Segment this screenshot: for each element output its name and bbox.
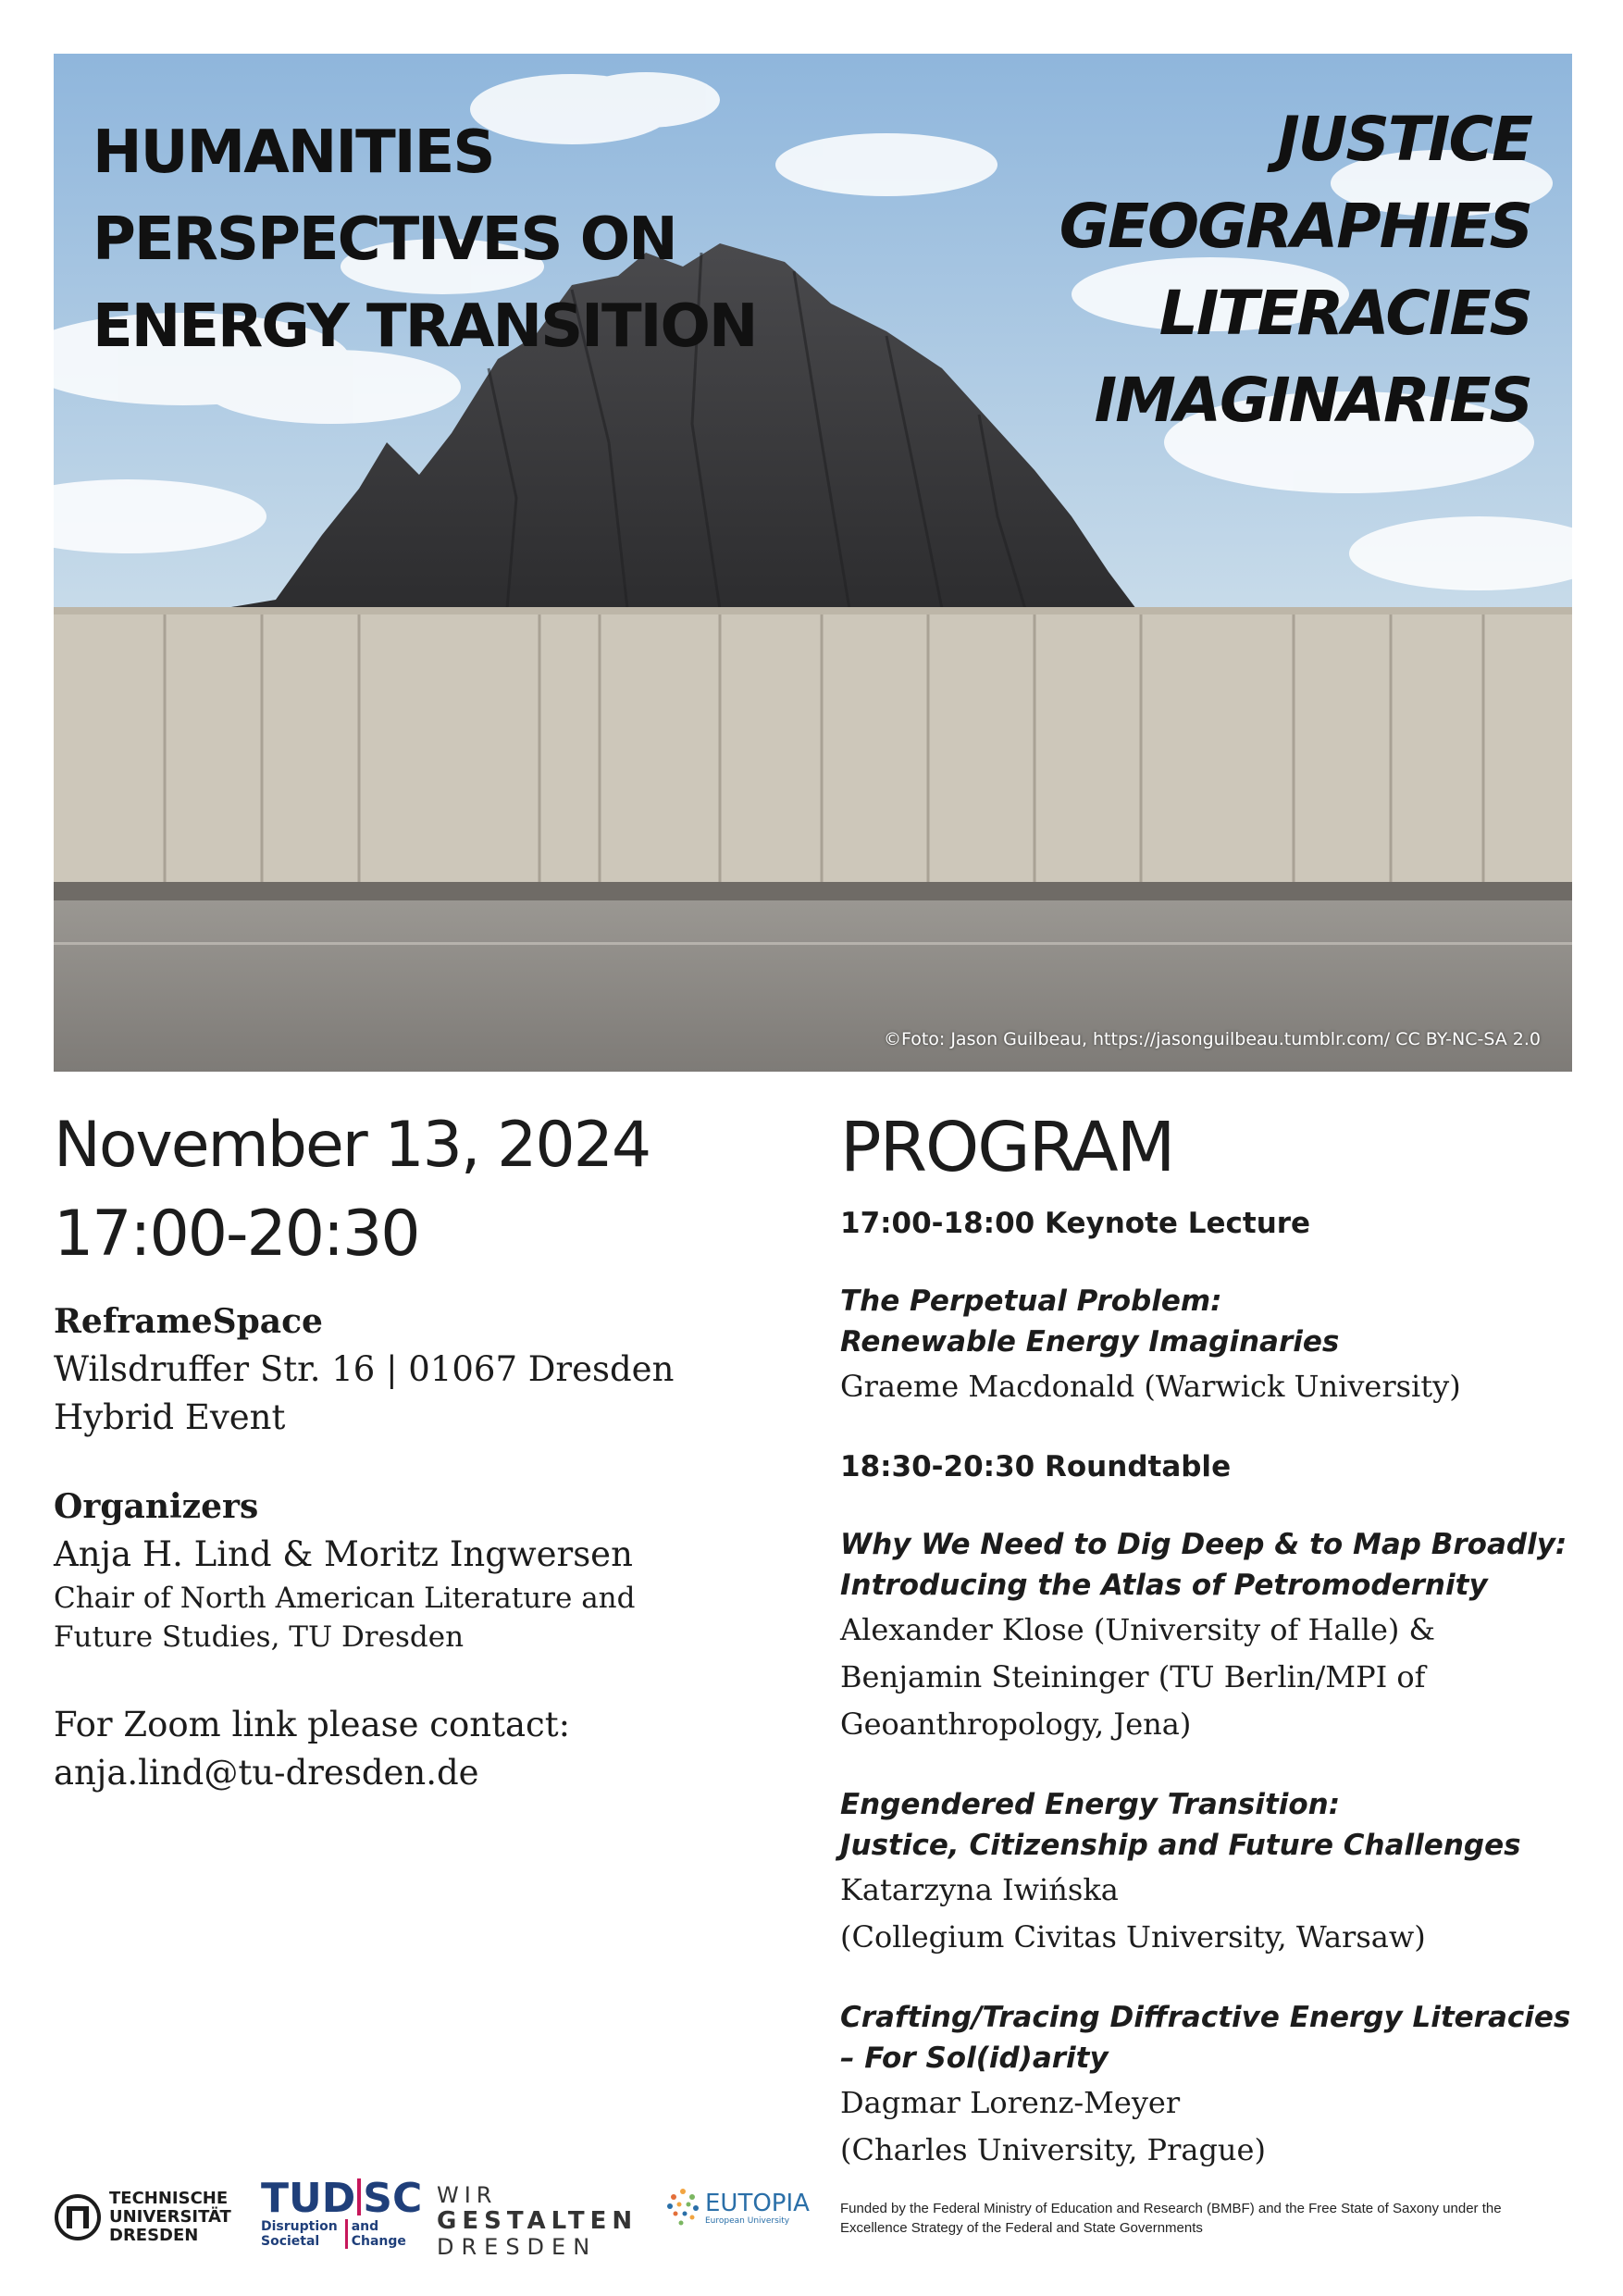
theme-item: GEOGRAPHIES bbox=[1059, 191, 1531, 262]
organizer-affiliation: Future Studies, TU Dresden bbox=[54, 1620, 465, 1654]
talk-title: The Perpetual Problem: bbox=[840, 1285, 1222, 1318]
theme-item: JUSTICE bbox=[1277, 104, 1531, 175]
keynote-slot: 17:00-18:00 Keynote Lecture bbox=[840, 1207, 1311, 1240]
program-talk bbox=[840, 1524, 1580, 1747]
talk-title: Why We Need to Dig Deep & to Map Broadly: bbox=[840, 1528, 1567, 1561]
hero-photo bbox=[54, 54, 1572, 1072]
event-details bbox=[54, 1101, 775, 1797]
talk-speaker: Graeme Macdonald (Warwick University) bbox=[840, 1369, 1461, 1404]
talk-speaker: Benjamin Steininger (TU Berlin/MPI of bbox=[840, 1659, 1426, 1694]
curb bbox=[54, 882, 1572, 900]
talk-speaker: Katarzyna Iwińska bbox=[840, 1872, 1119, 1907]
organizers-heading: Organizers bbox=[54, 1487, 259, 1526]
tu-dresden-logo bbox=[54, 2190, 231, 2245]
organizer-affiliation: Chair of North American Literature and bbox=[54, 1582, 636, 1615]
tudisc-sub-line: Change bbox=[351, 2234, 406, 2249]
talk-speaker: Dagmar Lorenz-Meyer bbox=[840, 2085, 1181, 2120]
organizer-names: Anja H. Lind & Moritz Ingwersen bbox=[54, 1534, 633, 1574]
talk-speaker: (Charles University, Prague) bbox=[840, 2132, 1266, 2167]
funding-note: Funded by the Federal Ministry of Education and Research (BMBF) and the Free State of Saxony under the Excellence Strategy of the Federal and State Governments bbox=[840, 2201, 1502, 2236]
theme-item: LITERACIES bbox=[1158, 278, 1531, 349]
tudisc-divider-icon bbox=[357, 2178, 361, 2215]
talk-title: Crafting/Tracing Diffractive Energy Literacies bbox=[840, 2001, 1571, 2034]
tudisc-sub-line: Societal bbox=[261, 2234, 320, 2249]
theme-item: IMAGINARIES bbox=[1094, 365, 1531, 436]
program-heading: PROGRAM bbox=[840, 1108, 1174, 1187]
contact-email-link[interactable]: anja.lind@tu-dresden.de bbox=[54, 1753, 479, 1793]
tu-logo-line: UNIVERSITÄT bbox=[109, 2207, 231, 2227]
program-talk bbox=[840, 1281, 1580, 1409]
zoom-contact-label: For Zoom link please contact: bbox=[54, 1705, 571, 1744]
talk-title: Engendered Energy Transition: bbox=[840, 1788, 1341, 1821]
event-title-line: ENERGY TRANSITION bbox=[93, 292, 757, 361]
event-date: November 13, 2024 bbox=[54, 1109, 650, 1182]
talk-title: Introducing the Atlas of Petromodernity bbox=[840, 1569, 1488, 1602]
program-talk bbox=[840, 1997, 1580, 2173]
venue-name: ReframeSpace bbox=[54, 1302, 323, 1341]
wir-logo-line: DRESDEN bbox=[437, 2234, 598, 2260]
eutopia-logo bbox=[664, 2186, 810, 2230]
program bbox=[840, 1101, 1580, 2173]
talk-title: Justice, Citizenship and Future Challenges bbox=[840, 1829, 1521, 1862]
tudisc-sub-line: and bbox=[351, 2219, 379, 2234]
event-title-line: PERSPECTIVES ON bbox=[93, 205, 676, 274]
program-talk bbox=[840, 1784, 1580, 1960]
talk-speaker: (Collegium Civitas University, Warsaw) bbox=[840, 1919, 1426, 1955]
wir-gestalten-dresden-logo bbox=[437, 2182, 638, 2260]
tudisc-main-right: SC bbox=[363, 2175, 423, 2222]
theme-list bbox=[1059, 96, 1531, 444]
event-time: 17:00-20:30 bbox=[54, 1198, 419, 1271]
photo-credit: ©Foto: Jason Guilbeau, https://jasonguilbeau.tumblr.com/ CC BY-NC-SA 2.0 bbox=[883, 1029, 1541, 1049]
tu-dresden-emblem-icon bbox=[54, 2193, 102, 2241]
eutopia-dots-icon bbox=[664, 2186, 701, 2230]
event-format: Hybrid Event bbox=[54, 1397, 286, 1437]
venue-address: Wilsdruffer Str. 16 | 01067 Dresden bbox=[54, 1349, 675, 1389]
footer bbox=[54, 2166, 1571, 2267]
talk-speaker: Alexander Klose (University of Halle) & bbox=[840, 1612, 1436, 1647]
event-title bbox=[93, 109, 756, 370]
wir-logo-line: GESTALTEN bbox=[437, 2207, 638, 2235]
talk-title: Renewable Energy Imaginaries bbox=[840, 1325, 1340, 1359]
roundtable-slot: 18:30-20:30 Roundtable bbox=[840, 1450, 1232, 1483]
tu-logo-line: DRESDEN bbox=[109, 2226, 199, 2245]
wir-logo-line: WIR bbox=[437, 2182, 498, 2208]
talk-speaker: Geoanthropology, Jena) bbox=[840, 1706, 1192, 1742]
eutopia-name: EUTOPIA bbox=[705, 2190, 810, 2217]
talk-title: – For Sol(id)arity bbox=[840, 2042, 1109, 2075]
tu-logo-line: TECHNISCHE bbox=[109, 2189, 229, 2208]
tudisc-logo bbox=[261, 2175, 423, 2249]
wall-top-edge bbox=[54, 607, 1572, 614]
road-line bbox=[54, 942, 1572, 945]
eutopia-tagline: European University bbox=[705, 2216, 790, 2226]
tudisc-sub-line: Disruption bbox=[261, 2219, 338, 2234]
tudisc-main-left: TUD bbox=[261, 2175, 356, 2222]
event-title-line: HUMANITIES bbox=[93, 118, 494, 187]
concrete-wall bbox=[54, 611, 1572, 888]
